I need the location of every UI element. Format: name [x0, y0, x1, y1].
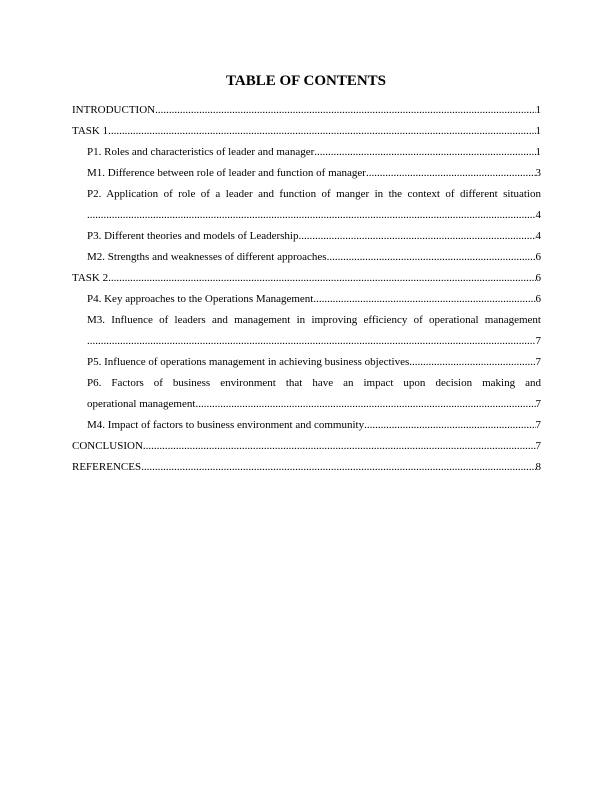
toc-entry-row — [72, 415, 541, 436]
toc-leader-dots — [143, 436, 536, 457]
toc-entry-text-line: M3. Influence of leaders and management in improving efficiency of operational management — [87, 314, 541, 326]
toc-entry[interactable] — [72, 352, 541, 373]
toc-entry-label: INTRODUCTION — [72, 104, 156, 116]
toc-entry-label: M4. Impact of factors to business environment and community — [87, 419, 365, 431]
toc-entry-row — [72, 394, 541, 415]
toc-page-number: 6 — [535, 272, 541, 284]
toc-leader-dots — [108, 121, 535, 142]
toc-leader-dots — [87, 331, 536, 352]
toc-entry-label: CONCLUSION — [72, 440, 143, 452]
toc-page-number: 1 — [535, 125, 541, 137]
toc-entry-row — [72, 205, 541, 226]
toc-entry[interactable] — [72, 436, 541, 457]
toc-entry-label: M2. Strengths and weaknesses of different approaches — [87, 251, 327, 263]
toc-entry-row — [72, 289, 541, 310]
toc-title: TABLE OF CONTENTS — [225, 73, 387, 89]
toc-entry[interactable] — [72, 268, 541, 289]
toc-entry-row — [72, 226, 541, 247]
toc-page-number: 7 — [535, 419, 541, 431]
toc-entry-label: REFERENCES — [72, 461, 142, 473]
toc-leader-dots — [195, 394, 535, 415]
toc-leader-dots — [366, 163, 536, 184]
toc-entry-row — [72, 100, 541, 121]
toc-entry-row — [72, 163, 541, 184]
toc-page-number: 1 — [535, 146, 541, 158]
toc-entry[interactable] — [72, 226, 541, 247]
toc-entry-row — [72, 457, 541, 478]
table-of-contents — [72, 100, 541, 478]
toc-entry-row — [72, 331, 541, 352]
toc-page-number: 6 — [535, 293, 541, 305]
toc-entry-label: M1. Difference between role of leader and function of manager — [87, 167, 366, 179]
toc-leader-dots — [299, 226, 536, 247]
toc-page-number: 7 — [535, 440, 541, 452]
toc-leader-dots — [364, 415, 535, 436]
toc-entry-label: P4. Key approaches to the Operations Management — [87, 293, 314, 305]
toc-entry-label: TASK 1 — [72, 125, 109, 137]
toc-page-number: 7 — [535, 335, 541, 347]
toc-entry[interactable] — [72, 415, 541, 436]
toc-entry-label: P1. Roles and characteristics of leader and manager — [87, 146, 315, 158]
toc-leader-dots — [314, 142, 535, 163]
toc-entry-row — [72, 436, 541, 457]
toc-page-number: 1 — [535, 104, 541, 116]
toc-entry[interactable] — [72, 163, 541, 184]
toc-leader-dots — [313, 289, 535, 310]
toc-entry-row — [72, 268, 541, 289]
toc-entry[interactable] — [72, 184, 541, 226]
toc-page-number: 4 — [535, 209, 541, 221]
toc-entry-label: P5. Influence of operations management in achieving business objectives — [87, 356, 410, 368]
toc-entry[interactable] — [72, 142, 541, 163]
toc-page-number: 7 — [535, 356, 541, 368]
toc-entry-row — [72, 247, 541, 268]
toc-entry[interactable] — [72, 121, 541, 142]
toc-entry-label: P3. Different theories and models of Leadership — [87, 230, 299, 242]
toc-entry[interactable] — [72, 289, 541, 310]
toc-entry[interactable] — [72, 100, 541, 121]
toc-entry-row — [72, 352, 541, 373]
toc-page-number: 8 — [535, 461, 541, 473]
toc-entry[interactable] — [72, 457, 541, 478]
toc-entry[interactable] — [72, 247, 541, 268]
toc-page-number: 7 — [535, 398, 541, 410]
toc-entry-row — [72, 142, 541, 163]
toc-leader-dots — [87, 205, 536, 226]
toc-leader-dots — [141, 457, 535, 478]
toc-leader-dots — [155, 100, 535, 121]
toc-entry-label: TASK 2 — [72, 272, 109, 284]
toc-page-number: 3 — [535, 167, 541, 179]
toc-entry[interactable] — [72, 310, 541, 352]
toc-page-number: 4 — [535, 230, 541, 242]
toc-entry-text-line: P2. Application of role of a leader and function of manger in the context of different situation — [87, 188, 541, 200]
toc-leader-dots — [409, 352, 535, 373]
toc-leader-dots — [108, 268, 535, 289]
toc-leader-dots — [327, 247, 536, 268]
toc-page-number: 6 — [535, 251, 541, 263]
toc-entry-label: operational management — [87, 398, 196, 410]
toc-entry-text-line: P6. Factors of business environment that have an impact upon decision making and — [87, 377, 541, 389]
toc-entry-row — [72, 121, 541, 142]
toc-entry[interactable] — [72, 373, 541, 415]
